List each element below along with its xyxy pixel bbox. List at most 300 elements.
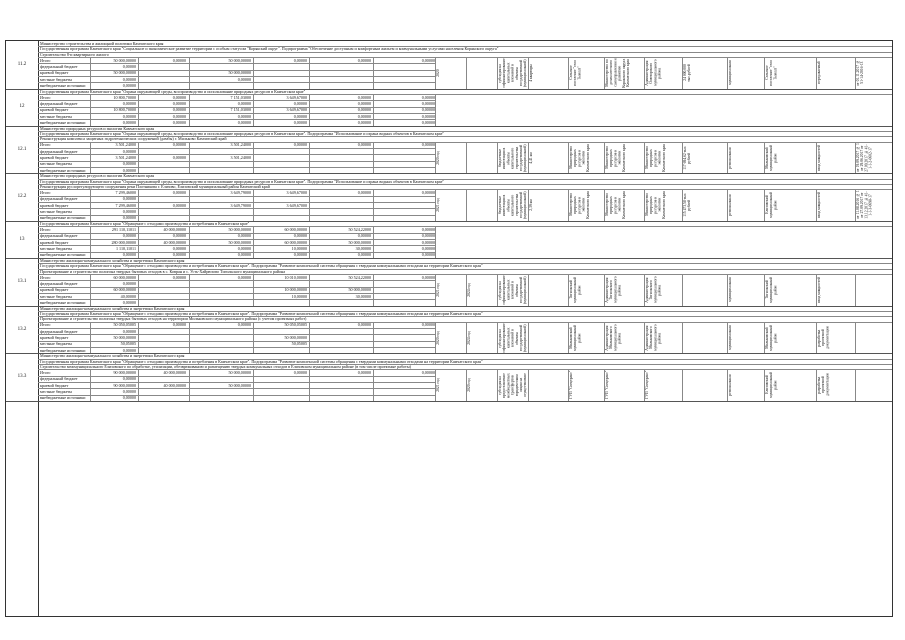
budget-value: 0,00000 bbox=[357, 119, 371, 125]
vertical-cell-text: разработка проектной документации bbox=[817, 326, 830, 349]
cell-divider bbox=[138, 226, 139, 258]
budget-value: 60 000,00000 bbox=[113, 274, 136, 280]
budget-row-label: местные бюджеты bbox=[40, 341, 73, 347]
budget-row-label: местные бюджеты bbox=[40, 245, 73, 251]
budget-row-label: краевой бюджет bbox=[40, 287, 69, 293]
budget-value: 0,00000 bbox=[172, 107, 186, 113]
budget-value: 0,00000 bbox=[122, 347, 136, 353]
budget-value: 0,00000 bbox=[172, 233, 186, 239]
budget-value: 50 000,00000 bbox=[228, 70, 251, 76]
budget-value: 0,00000 bbox=[293, 252, 307, 258]
budget-value: 0,00000 bbox=[421, 189, 435, 195]
section-header-line: Государственная программа Камчатского края "Охрана окружающей среды, воспроизводство и использование природных ресурсов в Камчатском крае". Подпрограмма "Использование и охрана водных объектов в Камчатском крае" bbox=[40, 131, 445, 136]
vertical-cell-text bbox=[467, 58, 496, 88]
budget-row-label: Итого bbox=[40, 94, 51, 100]
section-header-line: Проектирование и строительство полигона твердых бытовых отходов на территории Мильковского муниципального района (с учетом проектных работ) bbox=[40, 316, 307, 322]
budget-row-label: краевой бюджет bbox=[40, 107, 69, 113]
vertical-cell-text: муниципальная bbox=[728, 277, 732, 303]
budget-value: 0,00000 bbox=[172, 94, 186, 100]
cell-divider bbox=[253, 142, 254, 174]
budget-value: 0,00000 bbox=[172, 274, 186, 280]
budget-value: 0,00000 bbox=[293, 369, 307, 375]
budget-value: 0,00000 bbox=[237, 245, 251, 251]
budget-row-label: местные бюджеты bbox=[40, 113, 73, 119]
section-header-line: Государственная программа Камчатского края "Обращение с отходами производства и потребления в Камчатском крае". Подпрограмма "Развитие комплексной системы обращения с твердыми коммунальными отходами на территории Камчатского края" bbox=[40, 358, 483, 364]
cell-divider bbox=[435, 94, 436, 126]
budget-row-label: внебюджетные источники bbox=[40, 119, 86, 125]
cell-divider bbox=[309, 94, 310, 126]
vertical-cell-text bbox=[467, 143, 496, 173]
vertical-cell-text: Мильковский муниципальный район bbox=[765, 144, 778, 171]
budget-value: 291 110,11011 bbox=[111, 226, 136, 232]
vertical-cell-text: Министерство природных ресурсов и экологии Камчатского края bbox=[605, 191, 626, 219]
vertical-cell-text: от 01.11.2017 № 51-14-2016-13 bbox=[856, 59, 865, 86]
cell-divider bbox=[435, 226, 436, 258]
budget-value: 0,00000 bbox=[421, 226, 435, 232]
budget-value: 10 000,00000 bbox=[284, 287, 307, 293]
budget-value: 0,00000 bbox=[122, 233, 136, 239]
budget-value: 3 501,24000 bbox=[230, 142, 251, 148]
vertical-cell-text: 4,41 км bbox=[529, 151, 533, 164]
budget-value: 0,00000 bbox=[357, 94, 371, 100]
budget-value: 40,00000 bbox=[120, 293, 136, 299]
cell-divider bbox=[90, 94, 91, 126]
cell-divider bbox=[189, 142, 190, 174]
cell-divider bbox=[373, 322, 374, 354]
budget-value: 7 299,46000 bbox=[115, 202, 136, 208]
row-number: 13.1 bbox=[17, 278, 27, 284]
budget-value: 50 000,00000 bbox=[228, 239, 251, 245]
vertical-cell-text: Мильковский муниципальный район bbox=[765, 324, 778, 351]
budget-value: 7 151,03000 bbox=[230, 107, 251, 113]
budget-value: 0,00000 bbox=[357, 233, 371, 239]
vertical-cell-text: ГУП "Спецтранс" bbox=[605, 371, 609, 400]
vertical-cell-text: ГУП "Спецтранс" bbox=[645, 371, 649, 400]
vertical-cell-text: Тигильский муниципальный район bbox=[765, 276, 778, 303]
vertical-cell-text: региональная bbox=[728, 146, 732, 169]
vertical-cell-text: 4 квартиры bbox=[529, 63, 533, 82]
cell-divider bbox=[90, 322, 91, 354]
cell-divider bbox=[90, 226, 91, 258]
vertical-cell-text: 2024 год bbox=[467, 330, 471, 345]
section-header-line: Министерство природных ресурсов и экологии Камчатского края bbox=[40, 125, 155, 131]
budget-value: 0,00000 bbox=[421, 239, 435, 245]
vertical-cell-text: ввод мощностей bbox=[817, 144, 821, 171]
vertical-cell-text bbox=[683, 370, 726, 400]
budget-value: 0,00000 bbox=[122, 376, 136, 382]
budget-value: 0,00000 bbox=[122, 82, 136, 88]
cell-divider bbox=[309, 369, 310, 401]
budget-row-label: внебюджетные источники bbox=[40, 82, 86, 88]
cell-divider bbox=[138, 322, 139, 354]
vertical-cell-text: ГУП "Спецтранс" bbox=[569, 371, 573, 400]
budget-value: 50 050,05005 bbox=[284, 322, 307, 328]
cell-divider bbox=[253, 274, 254, 306]
vertical-cell-text bbox=[529, 323, 567, 353]
vertical-cell-text: Министерство природных ресурсов и экологии Камчатского края bbox=[645, 143, 666, 172]
budget-value: 50,05005 bbox=[291, 341, 307, 347]
budget-value: 50 000,00000 bbox=[228, 382, 251, 388]
budget-value: 0,00000 bbox=[421, 252, 435, 258]
budget-row-label: Итого bbox=[40, 142, 51, 148]
section-header-line: Государственная программа Камчатского края "Охрана окружающей среды, воспроизводство и использование природных ресурсов в Камчатском крае". Подпрограмма "Использование и охрана водных объектов в Камчатском крае" bbox=[40, 178, 445, 184]
budget-value: 50 000,00000 bbox=[228, 57, 251, 63]
cell-divider bbox=[189, 226, 190, 258]
budget-value: 40 000,00000 bbox=[163, 382, 186, 388]
budget-value: 0,00000 bbox=[293, 100, 307, 106]
vertical-cell-text bbox=[856, 370, 893, 400]
vertical-cell-text: Елизовский муниципальный район bbox=[765, 192, 778, 218]
budget-value: 0,00000 bbox=[122, 196, 136, 202]
budget-value: 0,00000 bbox=[293, 113, 307, 119]
budget-value: 0,00000 bbox=[357, 189, 371, 195]
budget-value: 60 000,00000 bbox=[113, 287, 136, 293]
budget-value: 50 524,22000 bbox=[348, 274, 371, 280]
vertical-cell-text: 2020 год bbox=[436, 150, 440, 165]
row-number: 13.2 bbox=[17, 326, 27, 332]
budget-value: 0,00000 bbox=[293, 57, 307, 63]
cell-divider bbox=[253, 322, 254, 354]
budget-row-label: внебюджетные источники bbox=[40, 252, 86, 258]
cell-divider bbox=[138, 142, 139, 174]
vertical-cell-text: Мильковский муниципальный район bbox=[569, 324, 582, 351]
cell-divider bbox=[138, 57, 139, 89]
cell-divider bbox=[373, 226, 374, 258]
section-header-line: Строительство межмуниципального Елизовского по обработке, утилизации, обезвреживанию и размещению твердых коммунальных отходов в Елизовском муниципальном районе (в том числе проектные работы) bbox=[40, 363, 411, 369]
cell-divider bbox=[90, 369, 91, 401]
vertical-cell-text: муниципальная bbox=[728, 325, 732, 350]
budget-value: 0,00000 bbox=[172, 189, 186, 195]
budget-value: 50 000,00000 bbox=[348, 239, 371, 245]
budget-value: 50 000,00000 bbox=[113, 57, 136, 63]
budget-row-label: краевой бюджет bbox=[40, 334, 69, 340]
cell-divider bbox=[309, 57, 310, 89]
section-header-line: Государственная программа Камчатского края "Обращение с отходами производства и потребления в Камчатском крае". Подпрограмма "Развитие комплексной системы обращения с твердыми коммунальными отходами на территории Камчатского края" bbox=[40, 311, 483, 316]
section-header-line: Государственная программа Камчатского края "Социальное и экономическое развитие территории с особым статусом "Корякский округ". Подпрограмма "Обеспечение доступным и комфортным жильем и коммунальными услугами населения Корякского округа" bbox=[40, 46, 499, 52]
budget-row-label: Итого bbox=[40, 369, 51, 375]
vertical-cell-text: Сельское поселение "село Тымлат" bbox=[569, 59, 582, 86]
budget-value: 0,00000 bbox=[421, 119, 435, 125]
vertical-cell-text bbox=[856, 323, 893, 353]
cell-divider bbox=[138, 94, 139, 126]
budget-value: 0,00000 bbox=[357, 252, 371, 258]
cell-divider bbox=[189, 369, 190, 401]
budget-value: 7 151,03000 bbox=[230, 94, 251, 100]
budget-value: 50 000,00000 bbox=[348, 287, 371, 293]
budget-value: 0,00000 bbox=[122, 63, 136, 69]
vertical-cell-text bbox=[683, 323, 726, 353]
vertical-cell-text bbox=[529, 370, 567, 400]
budget-value: 50,05005 bbox=[120, 341, 136, 347]
budget-value: 40 000,00000 bbox=[163, 369, 186, 375]
budget-value: 0,00000 bbox=[122, 167, 136, 173]
budget-value: 0,00000 bbox=[237, 113, 251, 119]
vertical-cell-text: Администрация Олюторского муниципального района bbox=[645, 59, 662, 86]
budget-value: 0,00000 bbox=[357, 107, 371, 113]
budget-value: 0,00000 bbox=[122, 76, 136, 82]
row-number: 12.1 bbox=[17, 146, 27, 152]
vertical-cell-text: субсидия на софинансирование капитальных вложений в объекты государственной (муниципальной) bbox=[498, 57, 527, 88]
cell-divider bbox=[373, 189, 374, 221]
vertical-cell-text bbox=[856, 275, 893, 305]
budget-value: 3 649,67000 bbox=[286, 107, 307, 113]
budget-row-label: местные бюджеты bbox=[40, 293, 73, 299]
budget-value: 30,00000 bbox=[355, 245, 371, 251]
vertical-cell-text: Елизовский муниципальный район bbox=[765, 372, 778, 398]
vertical-cell-text: муниципальная bbox=[728, 60, 732, 86]
budget-row-label: внебюджетные источники bbox=[40, 347, 86, 353]
cell-divider bbox=[189, 274, 190, 306]
cell-divider bbox=[90, 57, 91, 89]
budget-row-label: Итого bbox=[40, 322, 51, 328]
budget-value: 0,00000 bbox=[122, 100, 136, 106]
budget-value: 0,00000 bbox=[421, 107, 435, 113]
budget-value: 10,00000 bbox=[291, 245, 307, 251]
budget-row-label: федеральный бюджет bbox=[40, 280, 78, 286]
section-header-line: Министерство жилищно-коммунального хозяйства и энергетики Камчатского края bbox=[40, 258, 185, 264]
budget-row-label: федеральный бюджет bbox=[40, 63, 78, 69]
vertical-cell-text: 2021 год bbox=[436, 378, 440, 392]
vertical-cell-text: бюджетные инвестиции в объекты капитального строительства государственной (муниципальной) bbox=[498, 191, 527, 219]
vertical-cell-text: Министерство природных ресурсов и экологии Камчатского края bbox=[645, 191, 666, 219]
budget-value: 0,00000 bbox=[122, 299, 136, 305]
budget-value: 50 050,05005 bbox=[113, 322, 136, 328]
section-header-line: Министерство природных ресурсов и экологии Камчатского края bbox=[40, 173, 155, 179]
budget-value: 0,00000 bbox=[172, 119, 186, 125]
cell-divider bbox=[309, 189, 310, 221]
budget-row-label: краевой бюджет bbox=[40, 239, 69, 245]
cell-divider bbox=[373, 142, 374, 174]
cell-divider bbox=[189, 322, 190, 354]
budget-value: 0,00000 bbox=[421, 369, 435, 375]
vertical-cell-text: разработка проектной документации bbox=[817, 373, 830, 397]
budget-value: 0,00000 bbox=[122, 208, 136, 214]
section-header-line: Министерство жилищно-коммунального хозяйства и энергетики Камчатского края bbox=[40, 353, 185, 359]
budget-row-label: федеральный бюджет bbox=[40, 233, 78, 239]
budget-value: 90 000,00000 bbox=[113, 369, 136, 375]
budget-value: 0,00000 bbox=[172, 202, 186, 208]
budget-value: 30,00000 bbox=[355, 293, 371, 299]
budget-value: 10,00000 bbox=[291, 293, 307, 299]
vertical-cell-text: Министерство природных ресурсов и экологии Камчатского края bbox=[569, 143, 590, 172]
budget-value: 280 000,00000 bbox=[111, 239, 136, 245]
cell-divider bbox=[138, 189, 139, 221]
vertical-cell-text bbox=[529, 275, 567, 305]
budget-value: 90 000,00000 bbox=[113, 382, 136, 388]
budget-value: 0,00000 bbox=[172, 322, 186, 328]
budget-value: 0,00000 bbox=[357, 100, 371, 106]
vertical-cell-text: Администрация Тигильского муниципального района bbox=[605, 276, 622, 303]
budget-value: 10 800,70000 bbox=[113, 107, 136, 113]
vertical-cell-text: ввод мощностей bbox=[817, 276, 821, 303]
budget-value: 3 649,67000 bbox=[286, 189, 307, 195]
row-number: 11.2 bbox=[17, 61, 27, 67]
budget-value: 0,00000 bbox=[172, 100, 186, 106]
vertical-cell-text: 2020 bbox=[436, 69, 440, 77]
budget-value: 40 000,00000 bbox=[163, 226, 186, 232]
budget-value: 0,00000 bbox=[293, 142, 307, 148]
budget-row-label: федеральный бюджет bbox=[40, 376, 78, 382]
budget-value: 0,00000 bbox=[122, 388, 136, 394]
budget-value: 60 000,00000 bbox=[284, 226, 307, 232]
vertical-cell-text: 2024 год bbox=[467, 283, 471, 297]
vertical-cell-text: 2020 год bbox=[467, 378, 471, 392]
cell-divider bbox=[189, 189, 190, 221]
budget-value: 0,00000 bbox=[172, 57, 186, 63]
budget-value: 0,00000 bbox=[122, 113, 136, 119]
budget-value: 10 800,70000 bbox=[113, 94, 136, 100]
vertical-cell-text: 24 000,000 тыс.рублей bbox=[683, 64, 692, 82]
budget-value: 0,00000 bbox=[237, 322, 251, 328]
vertical-cell-text: Министерство природных ресурсов и экологии Камчатского края bbox=[605, 143, 626, 172]
cell-divider bbox=[373, 57, 374, 89]
row-number: 13 bbox=[19, 236, 25, 242]
cell-divider bbox=[373, 369, 374, 401]
vertical-cell-text: субсидия на софинансирование капитальных вложений в объекты государственной (муниципальной) bbox=[498, 322, 527, 353]
budget-row-label: краевой бюджет bbox=[40, 70, 69, 76]
cell-divider bbox=[90, 142, 91, 174]
cell-divider bbox=[189, 94, 190, 126]
budget-value: 0,00000 bbox=[122, 280, 136, 286]
budget-row-label: местные бюджеты bbox=[40, 161, 73, 167]
budget-value: 0,00000 bbox=[293, 119, 307, 125]
vertical-cell-text: от 19.09.2017 № 1 от 29.06.2017 от 27.09.2017 № 41-1-1-2-0602-17 bbox=[856, 143, 873, 172]
row-number: 13.3 bbox=[17, 374, 27, 380]
budget-value: 50 000,00000 bbox=[284, 334, 307, 340]
section-header-line: Государственная программа Камчатского края "Охрана окружающей среды, воспроизводство и использование природных ресурсов в Камчатском крае" bbox=[40, 88, 306, 94]
cell-divider bbox=[309, 226, 310, 258]
budget-value: 50 000,00000 bbox=[228, 226, 251, 232]
budget-row-label: Итого bbox=[40, 226, 51, 232]
budget-value: 50 000,00000 bbox=[113, 334, 136, 340]
vertical-cell-text: региональная bbox=[728, 374, 732, 396]
vertical-cell-text: от 11.08.2016 № 1 от 27.09.2017 от 13.12.2017 № 41-1-1-3-0698-17 bbox=[856, 190, 873, 220]
cell-divider bbox=[373, 274, 374, 306]
vertical-cell-text: Администрация Мильковского муниципального района bbox=[645, 324, 662, 351]
budget-value: 10 010,00000 bbox=[284, 274, 307, 280]
budget-value: 3 649,67000 bbox=[286, 202, 307, 208]
cell-divider bbox=[90, 189, 91, 221]
vertical-cell-text: субсидия на предоставление межбюджетных трансфертов юридическим лицам на осуществление bbox=[498, 372, 527, 398]
budget-row-label: Итого bbox=[40, 274, 51, 280]
budget-value: 0,00000 bbox=[357, 113, 371, 119]
vertical-cell-text: 115 473,58 тыс. рублей bbox=[683, 193, 692, 218]
cell-divider bbox=[189, 57, 190, 89]
budget-value: 0,00000 bbox=[237, 119, 251, 125]
budget-value: 0,00000 bbox=[172, 113, 186, 119]
section-header-line: Министерство строительства и жилищной политики Камчатского края bbox=[40, 41, 164, 46]
budget-value: 40 000,00000 bbox=[163, 239, 186, 245]
budget-row-label: краевой бюджет bbox=[40, 202, 69, 208]
budget-value: 0,00000 bbox=[122, 252, 136, 258]
cell-divider bbox=[309, 322, 310, 354]
budget-value: 0,00000 bbox=[237, 100, 251, 106]
budget-value: 0,00000 bbox=[172, 142, 186, 148]
row-number: 12.2 bbox=[17, 194, 27, 200]
budget-row-label: федеральный бюджет bbox=[40, 100, 78, 106]
document-table bbox=[5, 40, 893, 617]
vertical-cell-text bbox=[467, 190, 496, 220]
vertical-cell-text: Министерство природных ресурсов и экологии Камчатского края bbox=[569, 191, 590, 219]
section-header-line: Государственная программа Камчатского края "Обращение с отходами производства и потребления в Камчатском крае". Подпрограмма "Развитие комплексной системы обращения с твердыми коммунальными отходами на территории Камчатского края" bbox=[40, 263, 483, 269]
budget-value: 0,00000 bbox=[237, 233, 251, 239]
budget-value: 3 649,79000 bbox=[230, 202, 251, 208]
budget-value: 3 649,79000 bbox=[230, 189, 251, 195]
budget-value: 0,00000 bbox=[421, 322, 435, 328]
budget-value: 0,00000 bbox=[172, 154, 186, 160]
section-header-line: Реконструкция руслорегулирующего сооружения реки Плотникова г. Елизово, Елизовский муниципальный район Камчатский край bbox=[40, 183, 270, 189]
budget-row-label: краевой бюджет bbox=[40, 382, 69, 388]
budget-row-label: внебюджетные источники bbox=[40, 215, 86, 221]
cell-divider bbox=[90, 274, 91, 306]
budget-value: 0,00000 bbox=[122, 161, 136, 167]
budget-value: 0,00000 bbox=[122, 215, 136, 221]
budget-value: 0,00000 bbox=[237, 76, 251, 82]
cell-divider bbox=[253, 369, 254, 401]
vertical-cell-text: бюджетные инвестиции в объекты капитального строительства государственной (муниципальной) bbox=[498, 143, 527, 172]
vertical-cell-text: Тигильский муниципальный район bbox=[569, 276, 582, 303]
vertical-cell-text: субсидия на софинансирование капитальных вложений в объекты государственной (муниципальной) bbox=[498, 275, 527, 305]
vertical-cell-text: Министерство по делам местного самоуправления и развитию Корякского округа Камчатского края bbox=[605, 58, 631, 88]
budget-row-label: федеральный бюджет bbox=[40, 196, 78, 202]
vertical-cell-text: 2021 год bbox=[436, 198, 440, 212]
budget-row-label: Итого bbox=[40, 57, 51, 63]
vertical-cell-text: Сельское поселение "село Тымлат" bbox=[765, 59, 778, 86]
budget-value: 50 000,00000 bbox=[228, 369, 251, 375]
budget-value: 0,00000 bbox=[421, 94, 435, 100]
budget-value: 0,00000 bbox=[293, 233, 307, 239]
vertical-cell-text bbox=[683, 275, 726, 305]
budget-row-label: федеральный бюджет bbox=[40, 328, 78, 334]
budget-value: 0,00000 bbox=[421, 113, 435, 119]
budget-row-label: местные бюджеты bbox=[40, 208, 73, 214]
budget-value: 0,00000 bbox=[122, 395, 136, 401]
budget-row-label: внебюджетные источники bbox=[40, 395, 86, 401]
row-number: 12 bbox=[19, 104, 25, 110]
budget-row-label: внебюджетные источники bbox=[40, 299, 86, 305]
budget-value: 0,00000 bbox=[122, 119, 136, 125]
budget-row-label: Итого bbox=[40, 189, 51, 195]
budget-value: 3 501,24000 bbox=[115, 142, 136, 148]
cell-divider bbox=[253, 226, 254, 258]
section-header-line: Строительство 8-и квартирного жилого bbox=[40, 51, 109, 57]
budget-row-label: внебюджетные источники bbox=[40, 167, 86, 173]
budget-value: 0,00000 bbox=[122, 148, 136, 154]
vertical-cell-text: ввод мощностей bbox=[817, 192, 821, 219]
vertical-cell-text: 117 694,62 тыс. рублей bbox=[683, 145, 692, 170]
budget-row-label: местные бюджеты bbox=[40, 388, 73, 394]
vertical-cell-text: 2020 год bbox=[436, 330, 440, 345]
vertical-cell-text: региональная bbox=[728, 194, 732, 216]
budget-value: 3 501,24000 bbox=[230, 154, 251, 160]
budget-value: 0,00000 bbox=[172, 245, 186, 251]
budget-row-label: краевой бюджет bbox=[40, 154, 69, 160]
cell-divider bbox=[138, 274, 139, 306]
vertical-cell-text: Администрация Мильковского муниципального района bbox=[605, 324, 622, 351]
vertical-cell-text: передаваемый bbox=[817, 61, 821, 84]
section-header-line: Проектирование и строительство полигона твердых бытовых отходов в с. Ковран и с. Усть-Хайрюзово Тигильского муниципального района bbox=[40, 268, 286, 274]
budget-value: 0,00000 bbox=[421, 245, 435, 251]
budget-value: 7 299,46000 bbox=[115, 189, 136, 195]
cell-divider bbox=[309, 142, 310, 174]
budget-value: 0,00000 bbox=[421, 100, 435, 106]
budget-value: 0,00000 bbox=[237, 274, 251, 280]
budget-value: 0,00000 bbox=[172, 252, 186, 258]
cell-divider bbox=[138, 369, 139, 401]
section-divider bbox=[6, 401, 892, 402]
cell-divider bbox=[253, 57, 254, 89]
budget-value: 0,00000 bbox=[357, 142, 371, 148]
